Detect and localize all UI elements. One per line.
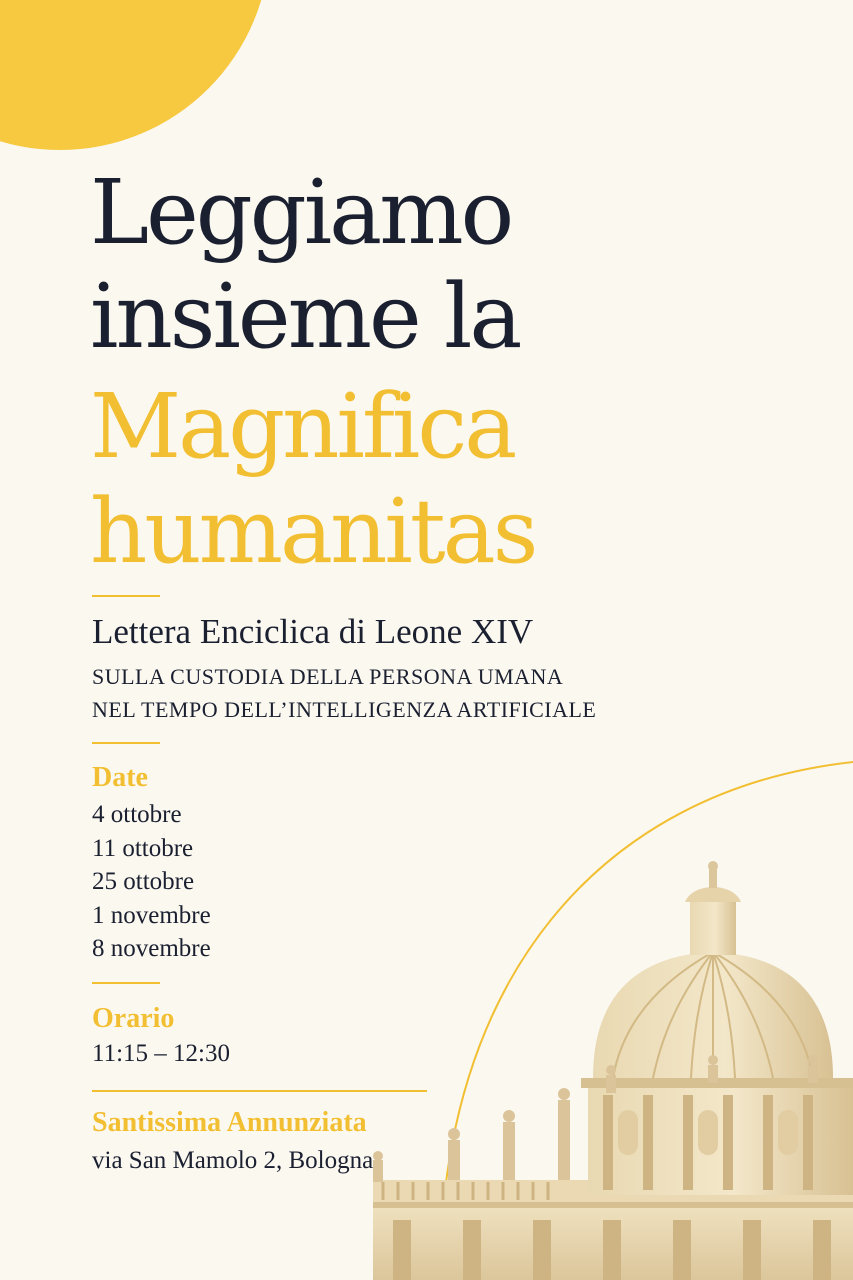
schedule-label: Orario — [92, 1003, 175, 1034]
divider — [92, 982, 160, 984]
title-line-3: Magnifica — [90, 374, 515, 478]
venue-address: via San Mamolo 2, Bologna — [92, 1147, 374, 1174]
basilica-dome-icon — [353, 860, 853, 1280]
date-item: 1 novembre — [92, 901, 211, 929]
divider — [92, 742, 160, 744]
divider — [92, 595, 160, 597]
schedule-time: 11:15 – 12:30 — [92, 1040, 230, 1067]
title-line-1: Leggiamo — [90, 160, 512, 264]
date-item: 11 ottobre — [92, 834, 194, 862]
title-line-4: humanitas — [90, 479, 536, 583]
date-item: 25 ottobre — [92, 868, 195, 895]
theme-line-1: SULLA CUSTODIA DELLA PERSONA UMANA — [92, 664, 564, 689]
date-item: 4 ottobre — [92, 801, 182, 828]
venue-name: Santissima Annunziata — [92, 1107, 367, 1138]
title-line-2: insieme la — [90, 264, 520, 368]
dates-label: Date — [92, 762, 148, 793]
dates-list — [92, 798, 211, 966]
theme-line-2: NEL TEMPO DELL’INTELLIGENZA ARTIFICIALE — [92, 697, 597, 722]
subtitle: Lettera Enciclica di Leone XIV — [92, 612, 534, 651]
date-item: 8 novembre — [92, 935, 211, 962]
divider — [92, 1090, 427, 1092]
